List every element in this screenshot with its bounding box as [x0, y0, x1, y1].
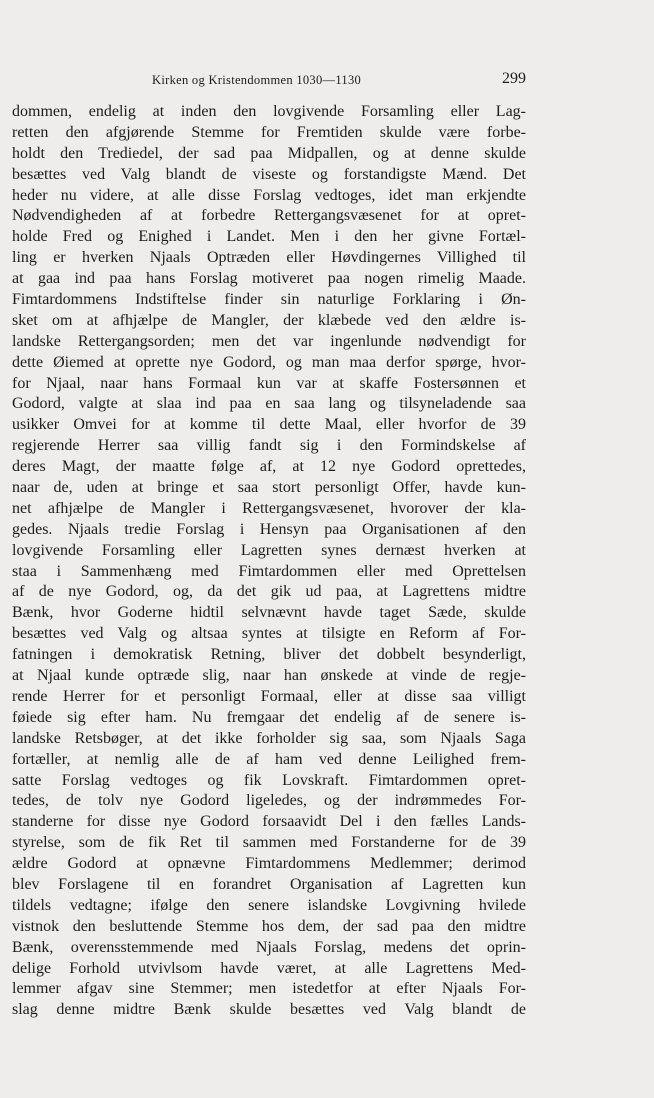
text-line: blev Forslagene til en forandret Organisation af Lagretten kun: [12, 875, 526, 893]
text-line: Nødvendigheden af at forbedre Rettergangsvæsenet for at opret-: [12, 207, 526, 225]
text-line: landske Retsbøger, at det ikke forholder sig saa, som Njaals Saga: [12, 729, 526, 747]
text-line: tildels vedtagne; ifølge den senere islandske Lovgivning hvilede: [12, 896, 526, 914]
running-head-title: Kirken og Kristendommen 1030—1130: [152, 73, 362, 87]
text-line: ældre Godord at opnævne Fimtardommens Medlemmer; derimod: [12, 855, 526, 873]
text-line: af de nye Godord, og, da det gik ud paa, at Lagrettens midtre: [12, 583, 526, 601]
text-line: fatningen i demokratisk Retning, bliver det dobbelt besynderligt,: [12, 646, 526, 664]
text-line: gedes. Njaals tredie Forslag i Hensyn paa Organisationen af den: [12, 520, 526, 538]
text-line: landske Rettergangsorden; men det var ingenlunde nødvendigt for: [12, 332, 526, 350]
text-line: usikker Omvei for at komme til dette Maal, eller hvorfor de 39: [12, 416, 526, 434]
text-line: dommen, endelig at inden den lovgivende Forsamling eller Lag-: [12, 103, 526, 120]
text-line: føiede sig efter ham. Nu fremgaar det endelig af de senere is-: [12, 708, 526, 726]
text-line: styrelse, som de fik Ret til sammen med Forstanderne for de 39: [12, 834, 526, 852]
text-line: ling er hverken Njaals Optræden eller Høvdingernes Villighed til: [12, 249, 526, 267]
text-line: rende Herrer for et personligt Formaal, eller at disse saa villigt: [12, 687, 526, 705]
text-line: Bænk, hvor Goderne hidtil selvnævnt havde taget Sæde, skulde: [12, 604, 526, 622]
body-text: [12, 102, 526, 1021]
text-line: lemmer afgav sine Stemmer; men istedetfor at efter Njaals For-: [12, 980, 526, 998]
text-line: fortæller, at nemlig alle de af ham ved denne Leilighed frem-: [12, 750, 526, 768]
text-line: staa i Sammenhæng med Fimtardommen eller med Oprettelsen: [12, 562, 526, 580]
text-line: heder nu videre, at alle disse Forslag vedtoges, idet man erkjendte: [12, 186, 526, 204]
text-line: holde Fred og Enighed i Landet. Men i den her givne Fortæl-: [12, 228, 526, 246]
running-head: [12, 70, 526, 90]
text-line: vistnok den besluttende Stemme hos dem, der sad paa den midtre: [12, 917, 526, 935]
text-line: lovgivende Forsamling eller Lagretten synes dernæst hverken at: [12, 541, 526, 559]
text-line: standerne for disse nye Godord forsaavidt Del i den fælles Lands-: [12, 813, 526, 831]
text-line: dette Øiemed at oprette nye Godord, og man maa derfor spørge, hvor-: [12, 353, 526, 371]
text-line: besættes ved Valg blandt de viseste og forstandigste Mænd. Det: [12, 165, 526, 183]
text-line: net afhjælpe de Mangler i Rettergangsvæsenet, hvorover der kla-: [12, 499, 526, 517]
text-line: Bænk, overensstemmende med Njaals Forslag, medens det oprin-: [12, 938, 526, 956]
text-line: naar de, uden at bringe et saa stort personligt Offer, havde kun-: [12, 479, 526, 497]
text-line: for Njaal, naar hans Formaal kun var at skaffe Fostersønnen et: [12, 374, 526, 392]
text-line: regjerende Herrer saa villig fandt sig i den Formindskelse af: [12, 437, 526, 455]
text-line: holdt den Trediedel, der sad paa Midpallen, og at denne skulde: [12, 144, 526, 162]
text-line: sket om at afhjælpe de Mangler, der klæbede ved den ældre is-: [12, 311, 526, 329]
text-line: Godord, valgte at slaa ind paa en saa lang og tilsyneladende saa: [12, 395, 526, 413]
text-line: delige Forhold utvivlsom havde været, at alle Lagrettens Med-: [12, 959, 526, 977]
page-number: 299: [502, 70, 526, 87]
text-line: retten den afgjørende Stemme for Fremtiden skulde være forbe-: [12, 123, 526, 141]
text-line: besættes ved Valg og altsaa syntes at tilsigte en Reform af For-: [12, 625, 526, 643]
text-line: slag denne midtre Bænk skulde besættes ved Valg blandt de: [12, 1001, 526, 1019]
text-line: satte Forslag vedtoges og fik Lovskraft. Fimtardommen opret-: [12, 771, 526, 789]
text-line: deres Magt, der maatte følge af, at 12 nye Godord oprettedes,: [12, 458, 526, 476]
text-line: at gaa ind paa hans Forslag motiveret paa nogen rimelig Maade.: [12, 270, 526, 288]
text-line: at Njaal kunde optræde slig, naar han ønskede at vinde de regje-: [12, 667, 526, 685]
text-line: Fimtardommens Indstiftelse finder sin naturlige Forklaring i Øn-: [12, 291, 526, 309]
text-line: tedes, de tolv nye Godord ligeledes, og der indrømmedes For-: [12, 792, 526, 810]
